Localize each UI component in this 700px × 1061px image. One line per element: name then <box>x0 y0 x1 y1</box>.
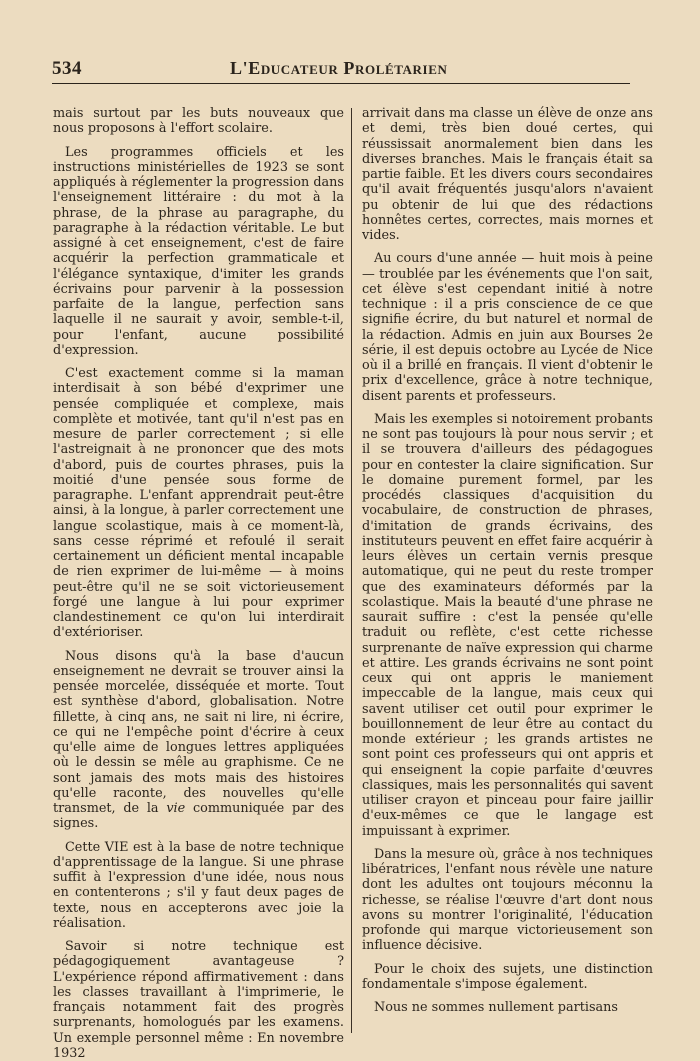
left-paragraph-4-text: Nous disons qu'à la base d'aucun enseignement ne devrait se trouver ainsi la pensée morcelée, disséquée et morte. Tout est synthèse d'abord, globalisation. Notre fillette, à cinq ans, ne sait ni lire, ni écrire, ce qui ne l'empêche point d'écrire à ceux qu'elle aime de longues lettres appliquées où le dessin se mêle au graphisme. Ce ne sont jamais des mots mais des histoires qu'elle raconte, des nouvelles qu'elle transmet, de la <box>53 648 344 816</box>
running-head: L'Educateur Prolétarien <box>230 58 448 78</box>
left-paragraph-6: Savoir si notre technique est pédagogiquement avantageuse ? L'expérience répond affirmativement : dans les classes travaillant à l'imprimerie, le français notamment fait des progrès surprenants, homologués par les examens. Un exemple personnel même : En novembre 1932 <box>53 939 344 1061</box>
right-paragraph-2: Au cours d'une année — huit mois à peine — troublée par les événements que l'on sait, cet élève s'est cependant initié à notre technique : il a pris conscience de ce que signifie écrire, du but naturel et normal de la rédaction. Admis en juin aux Bourses 2e série, il est depuis octobre au Lycée de Nice où il a brillé en français. Il vient d'obtenir le prix d'excellence, grâce à notre technique, disent parents et professeurs. <box>362 251 653 404</box>
left-paragraph-5: Cette VIE est à la base de notre technique d'apprentissage de la langue. Si une phrase suffit à l'expression d'une idée, nous nous en contenterons ; s'il y faut deux pages de texte, nous en accepterons avec joie la réalisation. <box>53 839 344 931</box>
right-column <box>362 106 653 1015</box>
page-number: 534 <box>52 58 82 79</box>
left-paragraph-4-tail: communiquée par des signes. <box>53 801 344 832</box>
left-paragraph-3: C'est exactement comme si la maman interdisait à son bébé d'exprimer une pensée compliquée et complexe, mais complète et motivée, tant qu'il n'est pas en mesure de parler correctement ; si elle l'astreignait à ne prononcer que des mots d'abord, puis de courtes phrases, puis la moitié d'une pensée sous forme de paragraphe. L'enfant apprendrait peut-être ainsi, à la longue, à parler correctement une langue scolastique, mais à ce moment-là, sans cesse réprimé et refoulé il serait certainement un déficient mental incapable de rien exprimer de lui-même — à moins peut-être qu'il ne se soit victorieusement forgé une langue à lui pour exprimer clandestinement ce qu'on lui interdirait d'extérioriser. <box>53 366 344 641</box>
left-paragraph-1: mais surtout par les buts nouveaux que nous proposons à l'effort scolaire. <box>53 106 344 137</box>
right-paragraph-5: Pour le choix des sujets, une distinction fondamentale s'impose également. <box>362 961 653 992</box>
right-paragraph-3: Mais les exemples si notoirement probants ne sont pas toujours là pour nous servir ; et il se trouvera d'ailleurs des pédagogues pour en contester la claire signification. Sur le domaine purement formel, par les procédés classiques d'acquisition du vocabulaire, de construction de phrases, d'imitation de grands écrivains, des instituteurs peuvent en effet faire acquérir à leurs élèves un certain vernis presque automatique, qui ne peut du reste tromper que des examinateurs déformés par la scolastique. Mais la beauté d'une phrase ne saurait suffire : c'est la pensée qu'elle traduit ou reflète, c'est cette richesse surprenante de naïve expression qui charme et attire. Les grands écrivains ne sont point ceux qui ont appris le maniement impeccable de la langue, mais ceux qui savent utiliser cet outil pour exprimer le bouillonnement de leur être au contact du monde extérieur ; les grands artistes ne sont point ces professeurs qui ont appris et qui enseignent la copie parfaite d'œuvres classiques, mais les personnalités qui savent utiliser crayon et pinceau pour faire jaillir d'eux-mêmes ce que le langage est impuissant à exprimer. <box>362 411 654 839</box>
column-divider <box>351 108 352 1033</box>
right-paragraph-6: Nous ne sommes nullement partisans <box>374 1000 618 1015</box>
left-column <box>53 106 344 1061</box>
right-paragraph-4: Dans la mesure où, grâce à nos techniques libératrices, l'enfant nous révèle une nature dont les adultes ont toujours méconnu la richesse, se réalise l'œuvre d'art dont nous avons su montrer l'originalité, l'éducation profonde qui marque victorieusement son influence décisive. <box>362 846 653 954</box>
right-paragraph-1: arrivait dans ma classe un élève de onze ans et demi, très bien doué certes, qui réussissait anormalement bien dans les diverses branches. Mais le français était sa partie faible. Et les divers cours secondaires qu'il avait fréquentés jusqu'alors n'avaient pu obtenir de lui que des rédactions honnêtes certes, correctes, mais mornes et vides. <box>362 106 653 243</box>
left-paragraph-2: Les programmes officiels et les instructions ministérielles de 1923 se sont appliqués à réglementer la progression dans l'enseignement littéraire : du mot à la phrase, de la phrase au paragraphe, du paragraphe à la rédaction véritable. Le but assigné à cet enseignement, c'est de faire acquérir la perfection grammaticale et l'élégance syntaxique, d'imiter les grands écrivains pour parvenir à la possession parfaite de la langue, perfection sans laquelle il ne saurait y avoir, semble-t-il, pour l'enfant, aucune possibilité d'expression. <box>53 144 344 358</box>
header-rule <box>52 83 630 84</box>
italic-word-vie: vie <box>166 801 186 816</box>
left-paragraph-4 <box>53 649 344 832</box>
